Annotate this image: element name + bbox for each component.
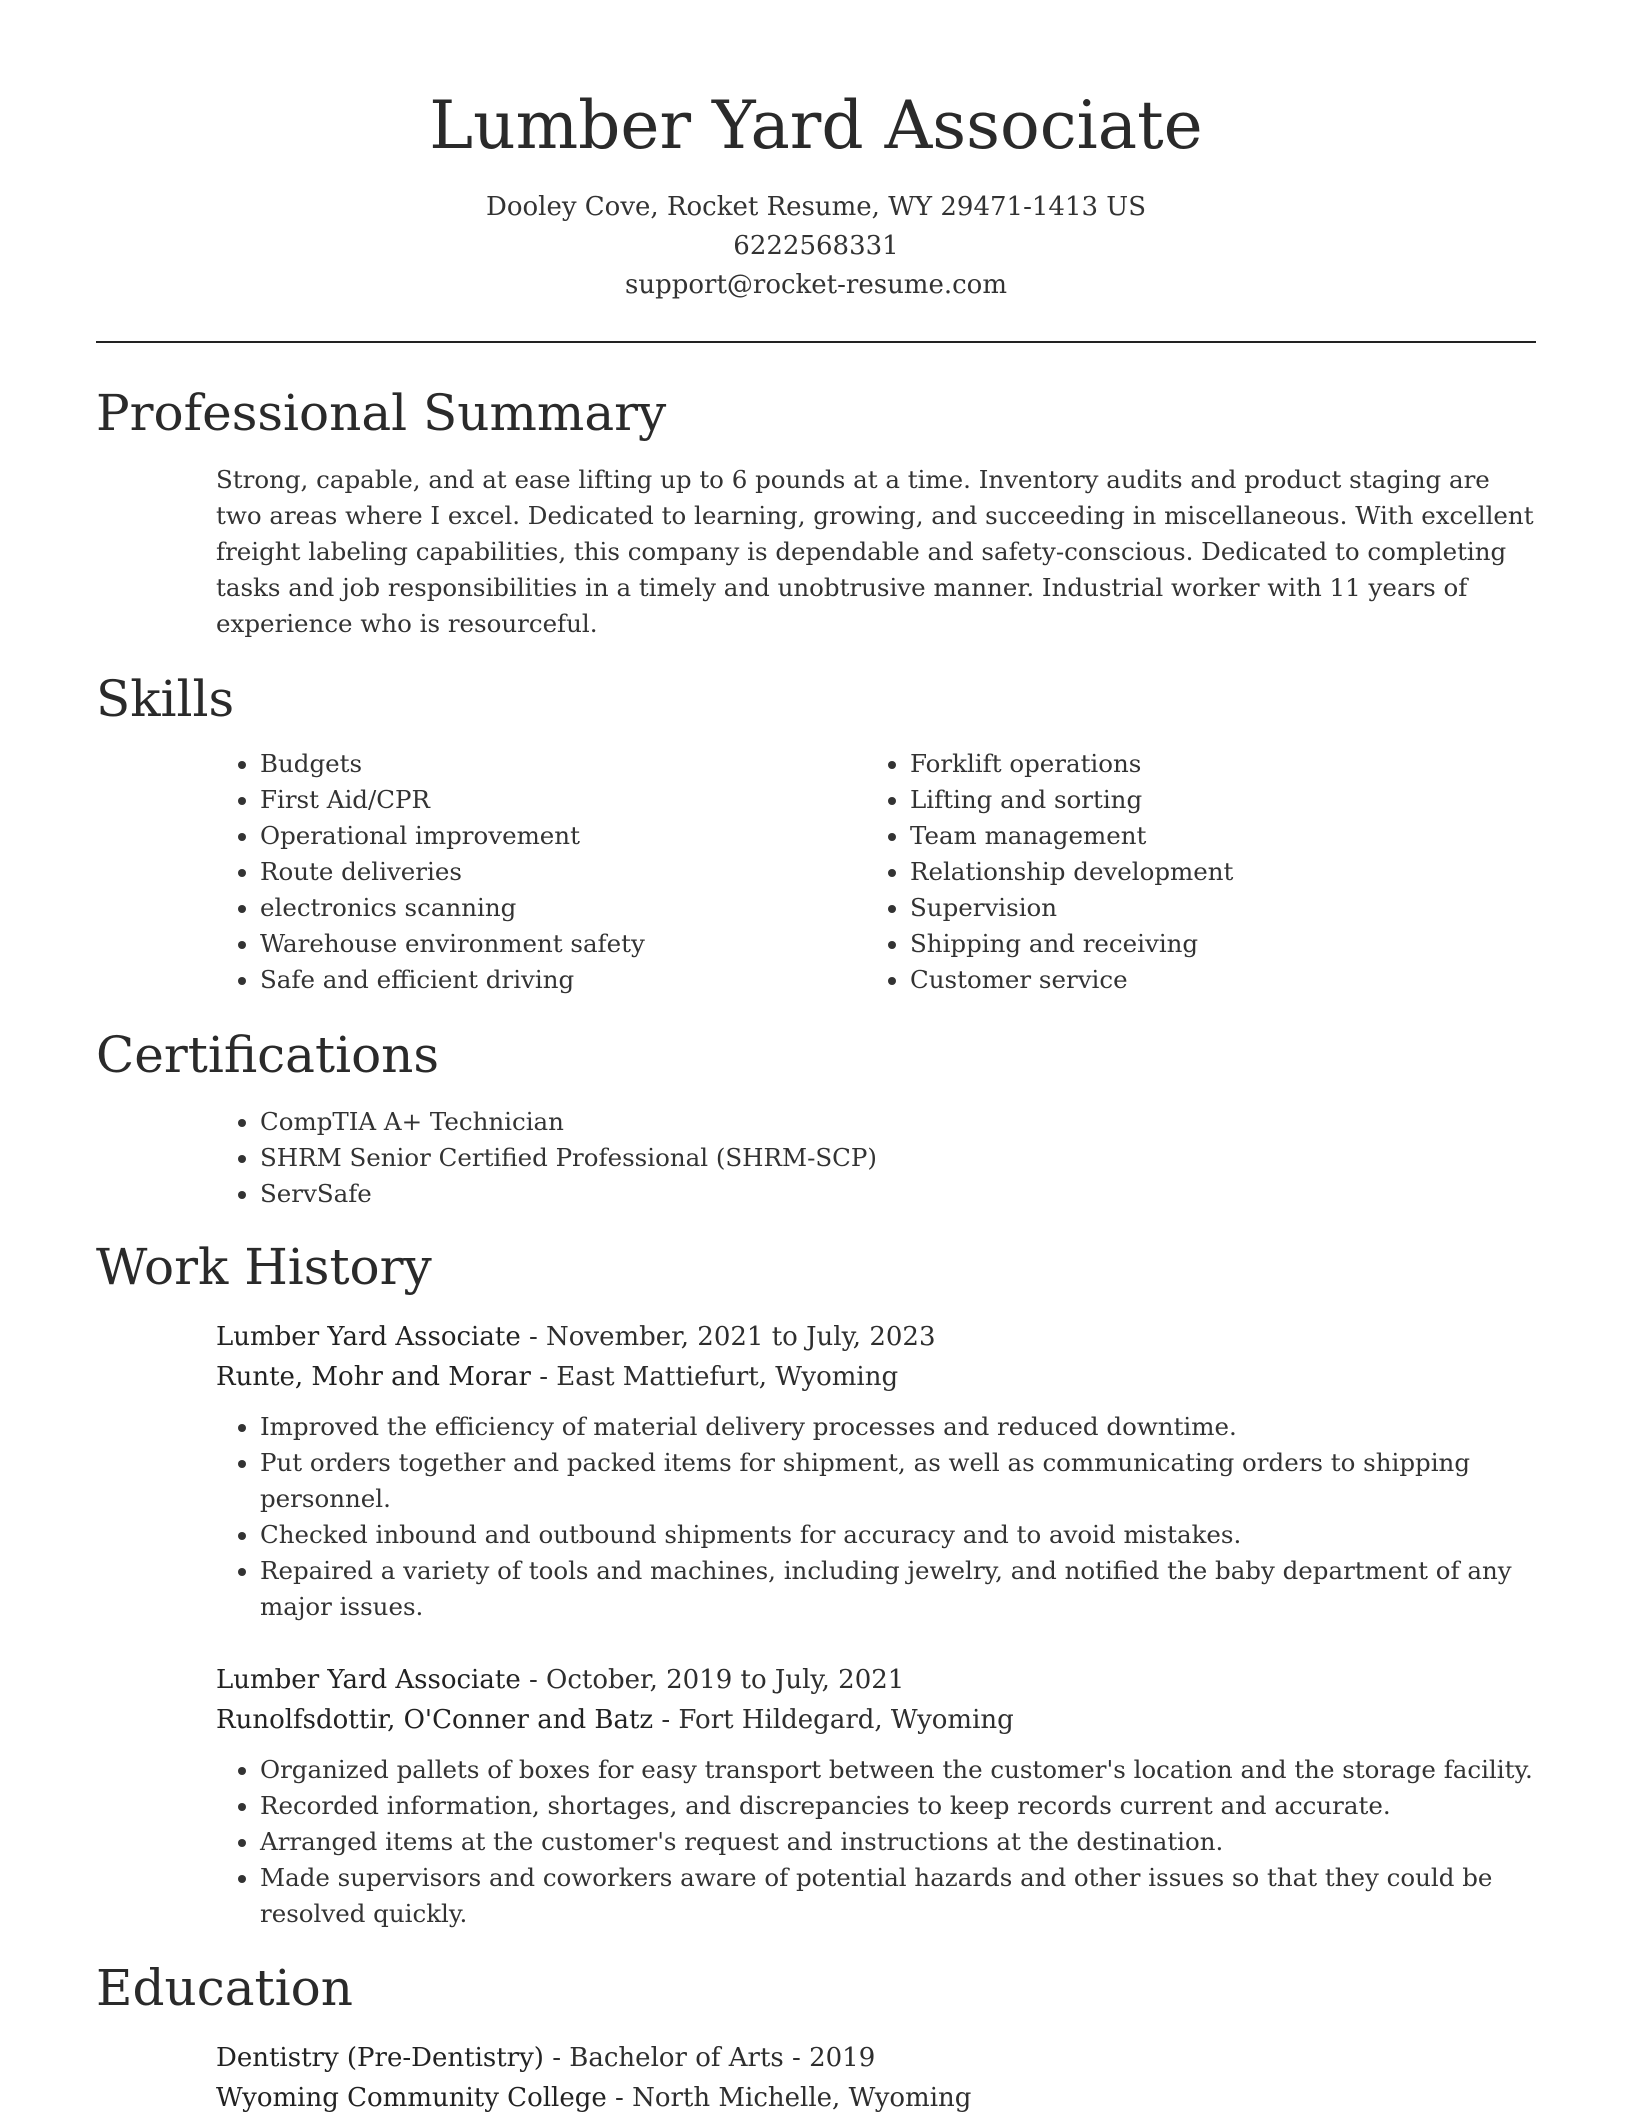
job-entry xyxy=(216,1660,1536,1932)
job-dates: - October, 2019 to July, 2021 xyxy=(520,1665,905,1695)
work-history-heading: Work History xyxy=(96,1238,432,1296)
education-detail: - Bachelor of Arts - 2019 xyxy=(543,2043,876,2073)
certification-item: • CompTIA A+ Technician xyxy=(260,1104,1536,1140)
job-bullet: • Recorded information, shortages, and discrepancies to keep records current and accurate. xyxy=(260,1788,1536,1824)
contact-email: support@rocket-resume.com xyxy=(624,270,1007,300)
certifications-list xyxy=(216,1104,1536,1212)
education-degree: Dentistry (Pre-Dentistry) xyxy=(216,2043,544,2073)
skill-item: • Safe and efficient driving xyxy=(260,962,866,998)
skill-item: • First Aid/CPR xyxy=(260,782,866,818)
summary-heading: Professional Summary xyxy=(96,384,667,442)
job-title-line xyxy=(216,1317,1536,1357)
skill-item: • Lifting and sorting xyxy=(910,782,1516,818)
job-role: Lumber Yard Associate xyxy=(216,1665,521,1695)
job-entry xyxy=(216,1317,1536,1625)
job-company: Runolfsdottir, O'Conner and Batz xyxy=(216,1705,654,1735)
job-title-line xyxy=(216,1660,1536,1700)
skills-list xyxy=(216,746,1536,998)
education-location: - North Michelle, Wyoming xyxy=(606,2083,972,2113)
summary-text: Strong, capable, and at ease lifting up to 6 pounds at a time. Inventory audits and product staging are two areas where I excel. Dedicated to learning, growing, and succeeding in miscellaneous. With excellent freight labeling capabilities, this company is dependable and safety-conscious. Dedicated to completing tasks and job responsibilities in a timely and unobtrusive manner. Industrial worker with 11 years of experience who is resourceful. xyxy=(216,465,1534,638)
job-bullet: • Checked inbound and outbound shipments for accuracy and to avoid mistakes. xyxy=(260,1517,1536,1553)
skill-item: • electronics scanning xyxy=(260,890,866,926)
header-divider xyxy=(96,341,1536,343)
skill-item: • Budgets xyxy=(260,746,866,782)
certifications-heading: Certifications xyxy=(96,1026,440,1084)
resume-name: Lumber Yard Associate xyxy=(429,87,1203,164)
job-location: - East Mattiefurt, Wyoming xyxy=(530,1362,899,1392)
job-bullet: • Improved the efficiency of material delivery processes and reduced downtime. xyxy=(260,1409,1536,1445)
education-school-line xyxy=(216,2078,1536,2118)
skill-item: • Route deliveries xyxy=(260,854,866,890)
job-bullet: • Made supervisors and coworkers aware of potential hazards and other issues so that they could be resolved quickly. xyxy=(260,1860,1536,1932)
job-bullet: • Arranged items at the customer's request and instructions at the destination. xyxy=(260,1824,1536,1860)
skills-column-left xyxy=(216,746,866,998)
skill-item: • Customer service xyxy=(910,962,1516,998)
contact-phone: 6222568331 xyxy=(733,231,899,261)
education-entry xyxy=(216,2038,1536,2118)
job-location: - Fort Hildegard, Wyoming xyxy=(653,1705,1014,1735)
skill-item: • Warehouse environment safety xyxy=(260,926,866,962)
resume-header xyxy=(96,82,1536,305)
skill-item: • Forklift operations xyxy=(910,746,1516,782)
certification-item: • SHRM Senior Certified Professional (SHRM-SCP) xyxy=(260,1140,1536,1176)
job-dates: - November, 2021 to July, 2023 xyxy=(520,1322,936,1352)
job-bullet: • Repaired a variety of tools and machines, including jewelry, and notified the baby department of any major issues. xyxy=(260,1553,1536,1625)
job-company-line xyxy=(216,1700,1536,1740)
certification-item: • ServSafe xyxy=(260,1176,1536,1212)
job-bullet: • Organized pallets of boxes for easy transport between the customer's location and the storage facility. xyxy=(260,1752,1536,1788)
contact-address: Dooley Cove, Rocket Resume, WY 29471-1413 US xyxy=(485,192,1147,222)
skill-item: • Team management xyxy=(910,818,1516,854)
education-school: Wyoming Community College xyxy=(216,2083,607,2113)
job-role: Lumber Yard Associate xyxy=(216,1322,521,1352)
skill-item: • Supervision xyxy=(910,890,1516,926)
job-company: Runte, Mohr and Morar xyxy=(216,1362,531,1392)
skill-item: • Relationship development xyxy=(910,854,1516,890)
skill-item: • Operational improvement xyxy=(260,818,866,854)
education-degree-line xyxy=(216,2038,1536,2078)
skills-heading: Skills xyxy=(96,670,235,728)
skill-item: • Shipping and receiving xyxy=(910,926,1516,962)
summary-section xyxy=(216,462,1536,642)
skills-column-right xyxy=(866,746,1516,998)
job-company-line xyxy=(216,1357,1536,1397)
education-heading: Education xyxy=(96,1959,353,2017)
job-bullet: • Put orders together and packed items for shipment, as well as communicating orders to shipping personnel. xyxy=(260,1445,1536,1517)
